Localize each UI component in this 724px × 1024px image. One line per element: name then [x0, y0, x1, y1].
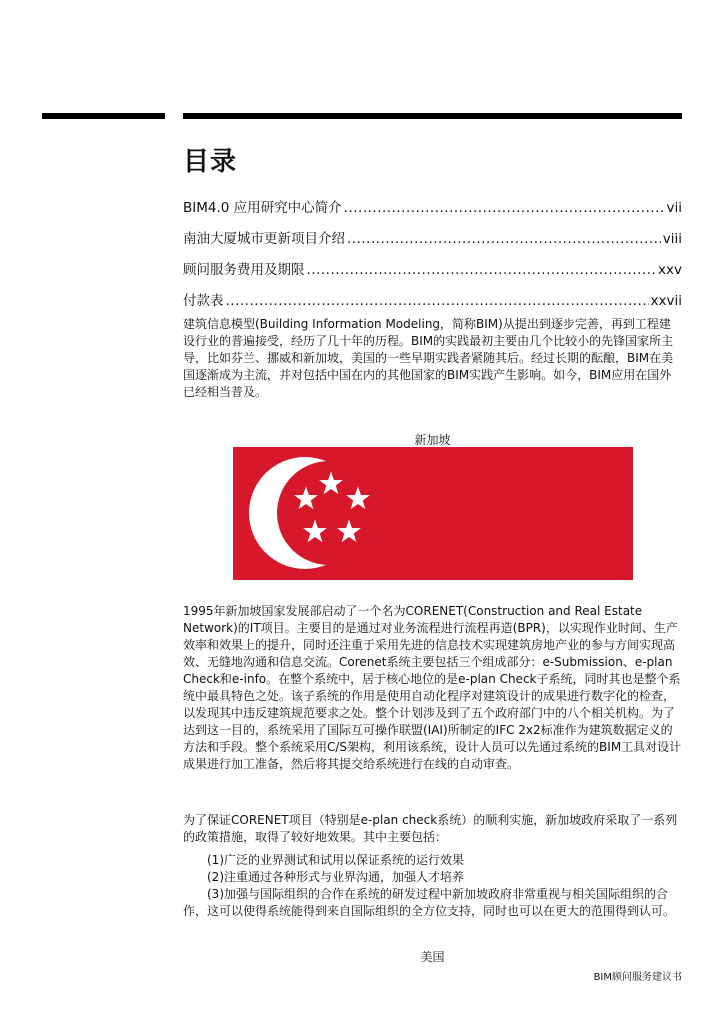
singapore-flag-icon — [233, 447, 633, 580]
toc-entry[interactable] — [183, 196, 682, 227]
intro-paragraph: 建筑信息模型(Building Information Modeling，简称BIM)从提出到逐步完善，再到工程建设行业的普遍接受，经历了几十年的历程。BIM的实践最初主要由几个比较小的先锋国家所主导，比如芬兰、挪威和新加坡，美国的一些早期实践者紧随其后。经过长期的酝酿，BIM在美国逐渐成为主流，并对包括中国在内的其他国家的BIM实践产生影响。如今，BIM应用在国外已经相当普及。 — [183, 317, 674, 399]
toc-entry-label: BIM4.0 应用研究中心简介 — [183, 200, 342, 216]
singapore-flag-image — [233, 447, 633, 580]
list-item: (2)注重通过各种形式与业界沟通，加强人才培养 — [207, 870, 464, 884]
toc-leader-dots — [226, 293, 649, 309]
page-footer: BIM顾问服务建议书 — [593, 972, 682, 983]
toc-entry-page: vii — [666, 200, 682, 216]
toc-entry-label: 顾问服务费用及期限 — [183, 262, 305, 278]
singapore-caption: 新加坡 — [414, 433, 451, 447]
header-rule-left — [42, 113, 165, 119]
toc-entry-page: xxv — [658, 262, 682, 278]
table-of-contents — [183, 196, 682, 320]
header-rule-right — [183, 113, 682, 119]
usa-caption: 美国 — [420, 950, 445, 964]
toc-leader-dots — [307, 262, 657, 278]
toc-entry[interactable] — [183, 258, 682, 289]
policy-intro: 为了保证CORENET项目（特别是e-plan check系统）的顺利实施，新加坡政府采取了一系列的政策措施，取得了较好地效果。其中主要包括： — [183, 813, 678, 844]
singapore-paragraph: 1995年新加坡国家发展部启动了一个名为CORENET(Construction and Real Estate Network)的IT项目。主要目的是通过对业务流程进行流程再造(BPR)，以实现作业时间、生产效率和效果上的提升，同时还注重于采用先进的信息技术实现建筑房地产业的参与方间实现高效、无缝地沟通和信息交流。Corenet系统主要包括三个组成部分：e-Submission、e-plan Check和e-info。在整个系统中，居于核心地位的是e-plan Check子系统，同时其也是整个系统中最具特色之处。该子系统的作用是使用自动化程序对建筑设计的成果进行数字化的检查，以发现其中违反建筑规范要求之处。整个计划涉及到了五个政府部门中的八个相关机构。为了达到这一目的，系统采用了国际互可操作联盟(IAI)所制定的IFC 2x2标准作为建筑数据定义的方法和手段。整个系统采用C/S架构，利用该系统，设计人员可以先通过系统的BIM工具对设计成果进行加工准备，然后将其提交给系统进行在线的自动审查。 — [183, 604, 682, 771]
toc-entry-page: viii — [662, 231, 682, 247]
toc-title: 目录 — [183, 147, 238, 177]
toc-entry-label: 付款表 — [183, 293, 224, 309]
toc-entry-page: xxvii — [650, 293, 682, 309]
list-item: (3)加强与国际组织的合作在系统的研发过程中新加坡政府非常重视与相关国际组织的合作，这可以使得系统能得到来自国际组织的全方位支持，同时也可以在更大的范围得到认可。 — [183, 887, 676, 918]
toc-entry[interactable] — [183, 227, 682, 258]
policy-list — [183, 852, 682, 920]
toc-leader-dots — [344, 200, 665, 216]
list-item: (1)广泛的业界测试和试用以保证系统的运行效果 — [207, 853, 464, 867]
toc-leader-dots — [347, 231, 661, 247]
toc-entry-label: 南油大厦城市更新项目介绍 — [183, 231, 345, 247]
